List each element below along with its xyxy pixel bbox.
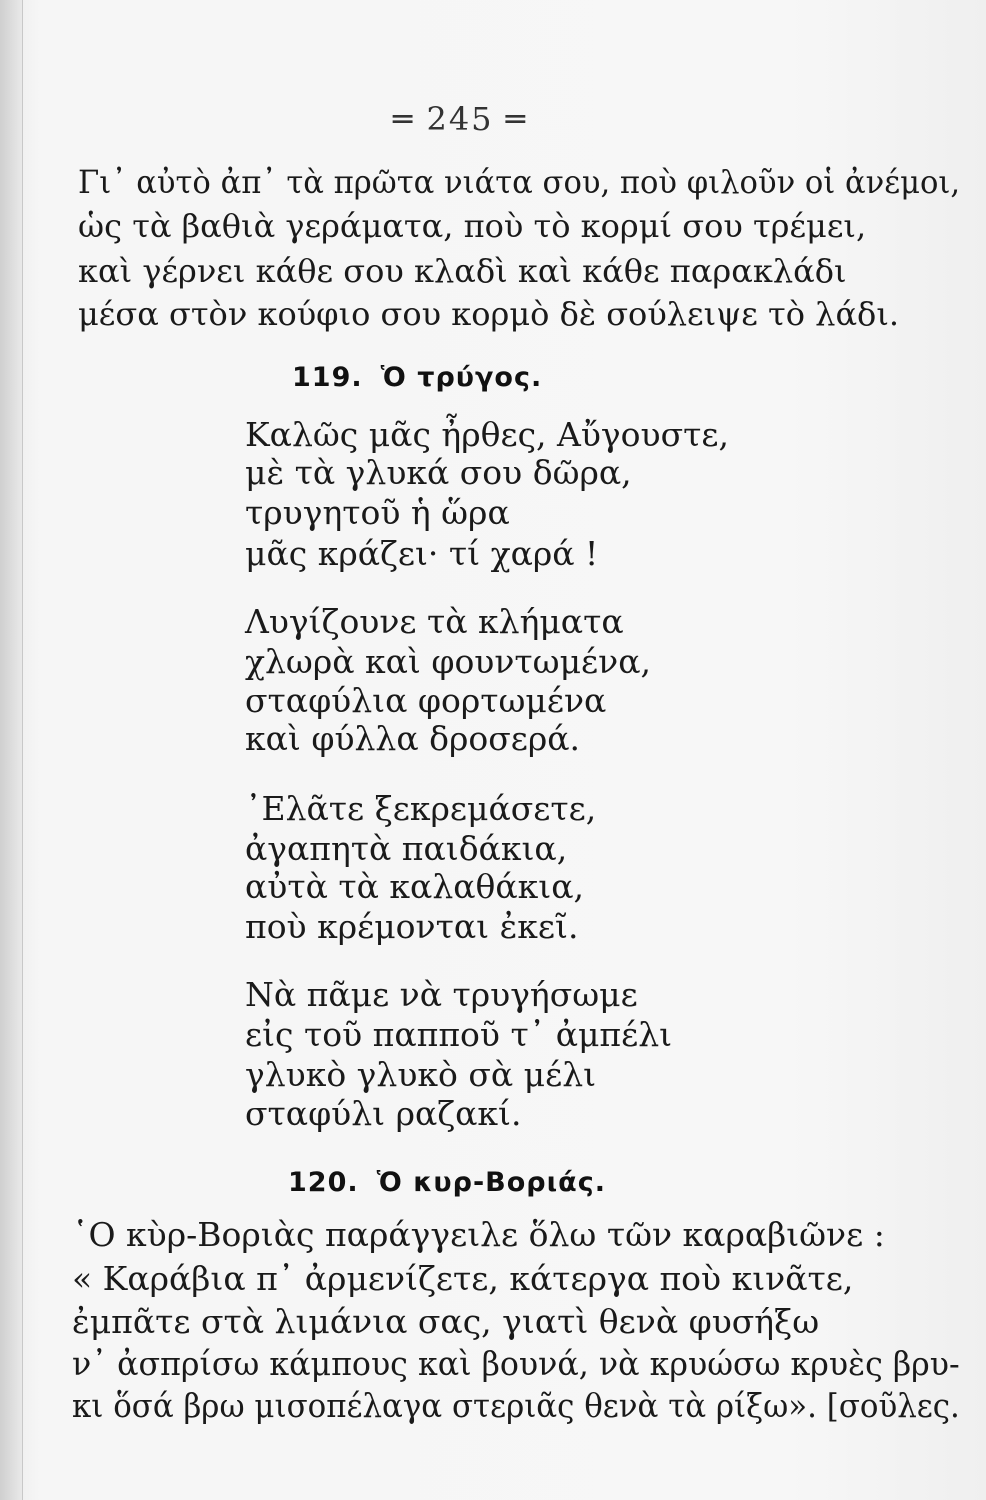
poem-line: Λυγίζουνε τὰ κλήματα xyxy=(245,602,624,641)
section-title: Ὁ κυρ-Βοριάς. xyxy=(376,1167,606,1198)
poem-line: σταφύλι ραζακί. xyxy=(245,1094,522,1133)
poem-line: αὐτὰ τὰ καλαθάκια, xyxy=(245,867,585,906)
poem-line: ποὺ κρέμονται ἐκεῖ. xyxy=(245,907,579,946)
section-119-heading xyxy=(292,362,542,393)
poem-line: γλυκὸ γλυκὸ σὰ μέλι xyxy=(245,1055,597,1094)
section-120-heading xyxy=(288,1167,606,1198)
poem-line: Γι᾽ αὐτὸ ἀπ᾽ τὰ πρῶτα νιάτα σου, ποὺ φιλοῦν οἱ ἀνέμοι, xyxy=(78,163,961,201)
poem-line: ἀγαπητὰ παιδάκια, xyxy=(245,829,568,868)
poem-line: ν᾽ ἀσπρίσω κάμπους καὶ βουνά, νὰ κρυώσω κρυὲς βρυ- xyxy=(72,1344,960,1383)
section-title: Ὁ τρύγος. xyxy=(380,362,543,393)
poem-line: Καλῶς μᾶς ἦρθες, Αὔγουστε, xyxy=(245,415,729,454)
poem-line: σταφύλια φορτωμένα xyxy=(245,681,607,720)
poem-line: ᾽Ελᾶτε ξεκρεμάσετε, xyxy=(245,789,597,828)
page-number: ═ 245 ═ xyxy=(393,100,527,138)
poem-line: τρυγητοῦ ἡ ὥρα xyxy=(245,493,510,532)
poem-line: ὡς τὰ βαθιὰ γεράματα, ποὺ τὸ κορμί σου τρέμει, xyxy=(78,207,867,245)
poem-line: ἐμπᾶτε στὰ λιμάνια σας, γιατὶ θενὰ φυσήξω xyxy=(72,1302,820,1341)
poem-line: μὲ τὰ γλυκά σου δῶρα, xyxy=(245,453,632,492)
poem-line: εἰς τοῦ παπποῦ τ᾽ ἀμπέλι xyxy=(245,1015,673,1054)
section-number: 120. xyxy=(288,1167,359,1198)
page-binding-edge xyxy=(0,0,23,1500)
poem-line: μᾶς κράζει· τί χαρά ! xyxy=(245,534,599,573)
poem-line: « Καράβια π᾽ ἀρμενίζετε, κάτεργα ποὺ κινᾶτε, xyxy=(72,1259,854,1298)
poem-line: καὶ γέρνει κάθε σου κλαδὶ καὶ κάθε παρακλάδι xyxy=(78,252,847,290)
poem-line: ῾Ο κὺρ-Βοριὰς παράγγειλε ὅλω τῶν καραβιῶνε : xyxy=(72,1215,885,1254)
poem-line: καὶ φύλλα δροσερά. xyxy=(245,719,581,758)
poem-line: κι ὅσά βρω μισοπέλαγα στεριᾶς θενὰ τὰ ρίξω». [σοῦλες. xyxy=(72,1386,960,1425)
poem-line: χλωρὰ καὶ φουντωμένα, xyxy=(245,642,651,681)
poem-line: Νὰ πᾶμε νὰ τρυγήσωμε xyxy=(245,975,638,1014)
poem-line: μέσα στὸν κούφιο σου κορμὸ δὲ σούλειψε τὸ λάδι. xyxy=(78,295,900,333)
section-number: 119. xyxy=(292,362,363,393)
